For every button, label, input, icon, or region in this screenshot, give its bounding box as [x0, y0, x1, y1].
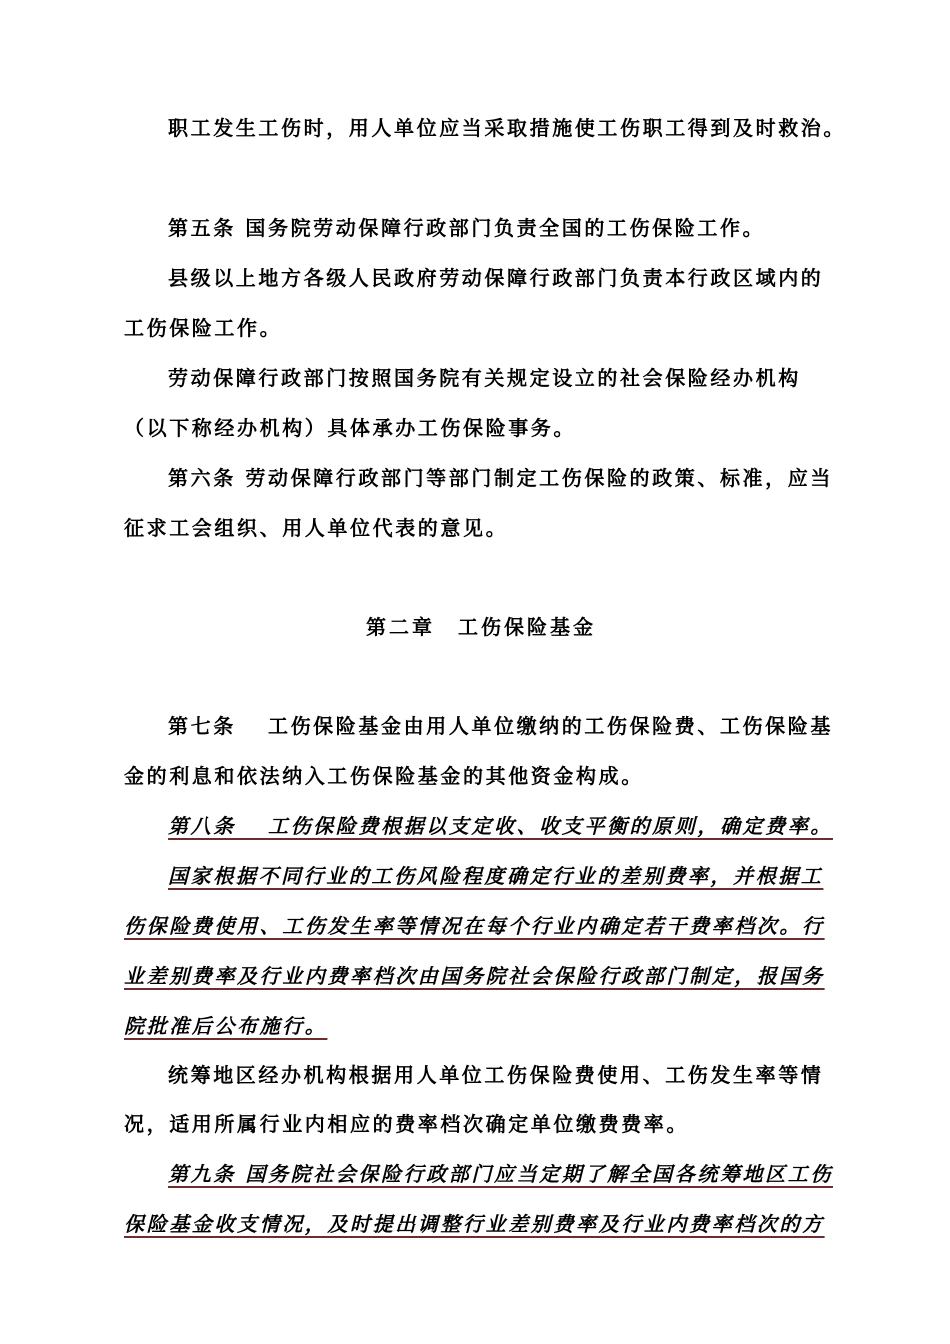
paragraph-line: 工伤保险工作。 [124, 316, 283, 340]
emphasized-line: 保险基金收支情况，及时提出调整行业差别费率及行业内费率档次的方 [124, 1212, 825, 1236]
paragraph-line: 职工发生工伤时，用人单位应当采取措施使工伤职工得到及时救治。 [168, 116, 846, 140]
paragraph-line: 征求工会组织、用人单位代表的意见。 [124, 516, 509, 540]
paragraph-line: 统筹地区经办机构根据用人单位工伤保险费使用、工伤发生率等情 [168, 1063, 824, 1087]
paragraph-line: （以下称经办机构）具体承办工伤保险事务。 [124, 416, 576, 440]
article-8-line: 第八条 工伤保险费根据以支定收、收支平衡的原则，确定费率。 [168, 814, 833, 838]
emphasized-line: 业差别费率及行业内费率档次由国务院社会保险行政部门制定，报国务 [124, 964, 825, 988]
article-5-line: 第五条 国务院劳动保障行政部门负责全国的工伤保险工作。 [168, 216, 766, 240]
paragraph-line: 劳动保障行政部门按照国务院有关规定设立的社会保险经办机构 [168, 366, 801, 390]
paragraph-line: 县级以上地方各级人民政府劳动保障行政部门负责本行政区域内的 [168, 266, 824, 290]
paragraph-line: 金的利息和依法纳入工伤保险基金的其他资金构成。 [124, 764, 644, 788]
article-6-line: 第六条 劳动保障行政部门等部门制定工伤保险的政策、标准，应当 [168, 466, 833, 490]
emphasized-line: 国家根据不同行业的工伤风险程度确定行业的差别费率，并根据工 [168, 864, 824, 888]
article-9-line: 第九条 国务院社会保险行政部门应当定期了解全国各统筹地区工伤 [168, 1162, 833, 1186]
emphasized-line: 院批准后公布施行。 [124, 1014, 328, 1038]
emphasized-line: 伤保险费使用、工伤发生率等情况在每个行业内确定若干费率档次。行 [124, 914, 825, 938]
chapter-heading: 第二章 工伤保险基金 [366, 615, 596, 639]
paragraph-line: 况，适用所属行业内相应的费率档次确定单位缴费费率。 [124, 1112, 689, 1136]
article-7-line: 第七条 工伤保险基金由用人单位缴纳的工伤保险费、工伤保险基 [168, 714, 833, 738]
